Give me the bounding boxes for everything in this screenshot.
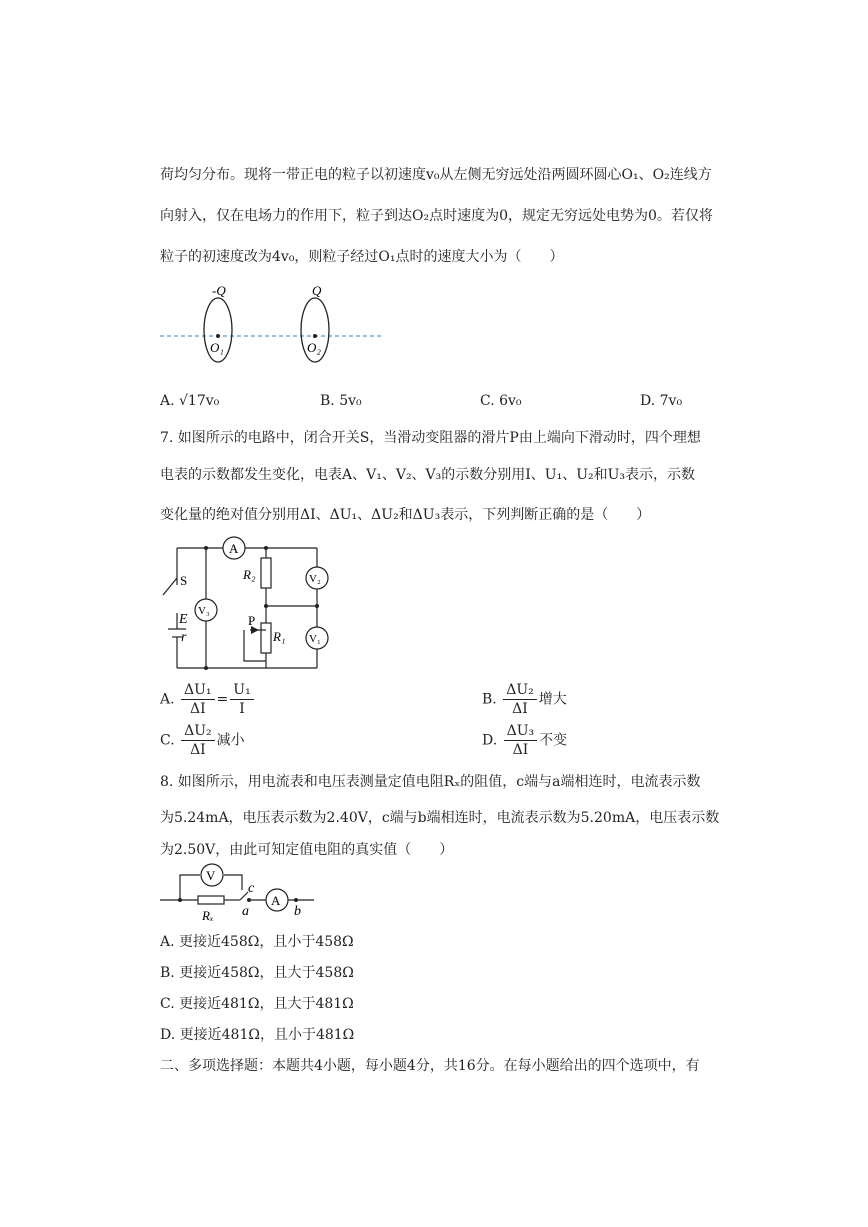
option-letter: C. — [160, 732, 175, 749]
terminal-a-label: a — [242, 904, 249, 919]
v3-label: V₃ — [198, 605, 210, 617]
option-text: 减小 — [216, 732, 245, 749]
slider-label: P — [248, 613, 256, 628]
left-charge-label: -Q — [212, 283, 226, 298]
section-2-heading: 二、多项选择题：本题共4小题，每小题4分，共16分。在每小题给出的四个选项中，有 — [160, 1058, 700, 1074]
v2-label: V₂ — [309, 573, 321, 585]
q6-line-1: 荷均匀分布。现将一带正电的粒子以初速度v₀从左侧无穷远处沿两圆环圆心O₁、O₂连线方 — [160, 167, 712, 183]
q8-line-3: 为2.50V，由此可知定值电阻的真实值（ ） — [160, 842, 454, 858]
q6-line-2: 向射入，仅在电场力的作用下，粒子到达O₂点时速度为0，规定无穷远处电势为0。若仅将 — [160, 208, 713, 224]
q6-option-b: B. 5v₀ — [320, 393, 362, 409]
q6-line-3: 粒子的初速度改为4v₀，则粒子经过O₁点时的速度大小为（ ） — [160, 249, 564, 265]
q6-option-a: A. √17v₀ — [160, 393, 220, 409]
q8-option-c: C. 更接近481Ω，且大于481Ω — [160, 996, 354, 1012]
fraction — [181, 722, 215, 759]
denominator: ΔI — [190, 742, 206, 758]
right-center-label: O₂ — [307, 340, 321, 355]
fraction — [181, 681, 215, 718]
left-center-label: O₁ — [210, 340, 224, 355]
q7-line-1: 7. 如图所示的电路中，闭合开关S，当滑动变阻器的滑片P由上端向下滑动时，四个理想 — [160, 430, 701, 446]
q8-line-1: 8. 如图所示，用电流表和电压表测量定值电阻Rₓ的阻值，c端与a端相连时，电流表示数 — [160, 774, 701, 790]
option-text: 不变 — [539, 732, 568, 749]
r2-label: R₂ — [243, 567, 256, 582]
option-letter: A. — [160, 691, 175, 708]
option-text: 增大 — [538, 691, 567, 708]
q7-option-d — [482, 722, 567, 759]
numerator: ΔU₁ — [181, 681, 215, 700]
voltmeter-label: V — [206, 868, 216, 883]
q6-option-c: C. 6v₀ — [480, 393, 522, 409]
q8-circuit-figure — [158, 862, 318, 926]
fraction — [504, 722, 538, 759]
ammeter-label: A — [229, 541, 239, 556]
numerator: U₁ — [230, 681, 253, 700]
q8-option-a: A. 更接近458Ω，且小于458Ω — [160, 934, 354, 950]
q7-line-3: 变化量的绝对值分别用ΔI、ΔU₁、ΔU₂和ΔU₃表示，下列判断正确的是（ ） — [160, 507, 651, 523]
q7-option-b — [482, 681, 567, 718]
numerator: ΔU₂ — [181, 722, 215, 741]
r1-label: R₁ — [273, 629, 286, 644]
right-center-dot — [313, 334, 317, 338]
equals-sign: = — [216, 691, 229, 708]
q8-option-d: D. 更接近481Ω，且小于481Ω — [160, 1027, 355, 1043]
denominator: ΔI — [512, 701, 528, 717]
q7-option-a — [160, 681, 256, 718]
left-center-dot — [216, 334, 220, 338]
terminal-b-label: b — [294, 904, 301, 919]
resistor-label: Rₓ — [202, 908, 214, 923]
terminal-c-label: c — [248, 881, 255, 896]
fraction — [503, 681, 537, 718]
q6-option-d: D. 7v₀ — [640, 393, 683, 409]
option-letter: D. — [482, 732, 498, 749]
q7-circuit-figure — [155, 533, 335, 673]
q7-line-2: 电表的示数都发生变化，电表A、V₁、V₂、V₃的示数分别用I、U₁、U₂和U₃表示，示数 — [160, 467, 696, 483]
switch-label: S — [180, 573, 188, 588]
emf-label: E — [179, 612, 188, 627]
q6-ring-figure — [158, 282, 390, 366]
internal-r-label: r — [181, 630, 187, 645]
ammeter-label: A — [271, 893, 281, 908]
q8-option-b: B. 更接近458Ω，且大于458Ω — [160, 965, 354, 981]
right-charge-label: Q — [312, 283, 322, 298]
denominator: ΔI — [189, 701, 206, 717]
q7-option-c — [160, 722, 245, 759]
option-letter: B. — [482, 691, 497, 708]
denominator: I — [239, 701, 245, 717]
numerator: ΔU₃ — [504, 722, 538, 741]
denominator: ΔI — [512, 742, 529, 758]
v1-label: V₁ — [309, 633, 321, 645]
numerator: ΔU₂ — [503, 681, 537, 700]
fraction — [230, 681, 253, 718]
q8-line-2: 为5.24mA，电压表示数为2.40V，c端与b端相连时，电流表示数为5.20mA，电压表示数 — [160, 810, 720, 826]
